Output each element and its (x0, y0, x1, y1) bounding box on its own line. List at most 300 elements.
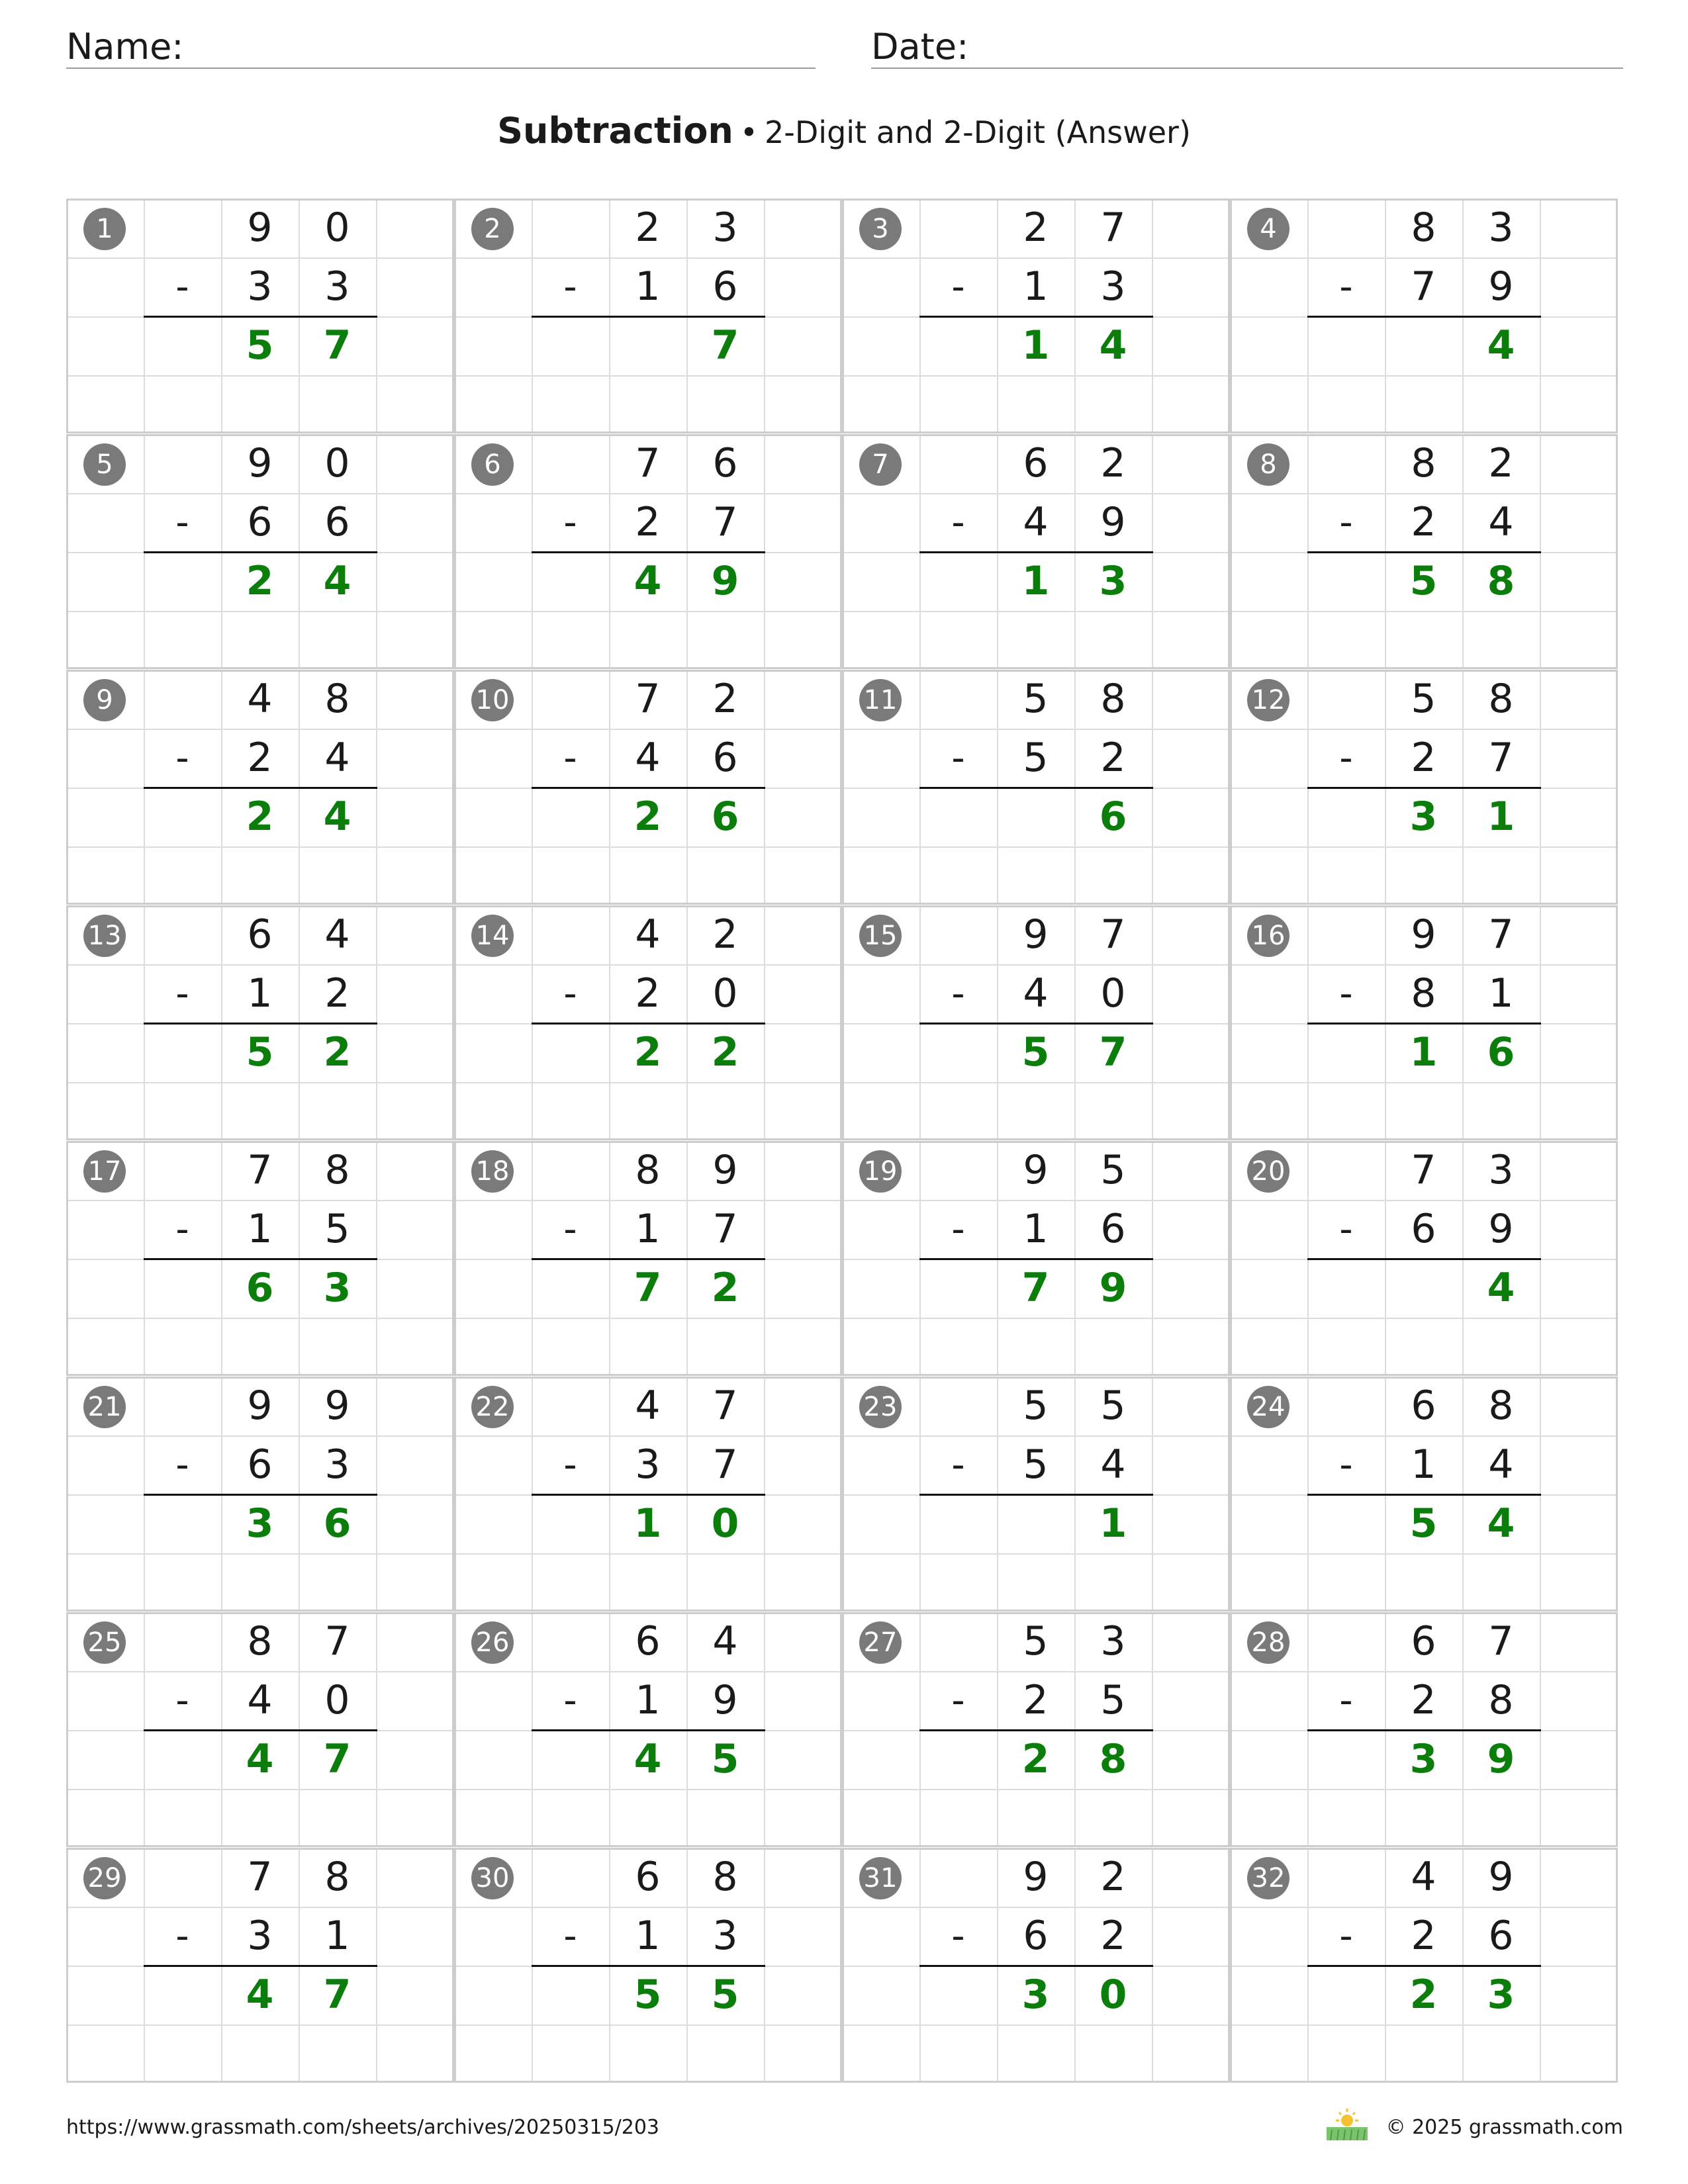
bottom-digit: 4 (1100, 1441, 1126, 1488)
top-digit: 2 (712, 911, 738, 958)
date-line[interactable] (871, 68, 1623, 69)
answer-digit[interactable]: 6 (1099, 794, 1127, 840)
minus-sign: - (951, 501, 965, 544)
bottom-digit: 0 (324, 1677, 350, 1723)
bottom-digit: 7 (1411, 263, 1436, 310)
answer-digit[interactable]: 4 (633, 558, 662, 604)
top-digit: 5 (1411, 676, 1436, 722)
answer-digit[interactable]: 3 (1487, 1972, 1515, 2018)
minus-sign: - (951, 737, 965, 780)
answer-digit[interactable]: 4 (1487, 1500, 1515, 1547)
answer-digit[interactable]: 7 (323, 1736, 352, 1782)
answer-rule (144, 316, 377, 318)
top-digit: 3 (1488, 1147, 1514, 1193)
answer-rule (144, 787, 377, 789)
answer-digit[interactable]: 3 (1409, 794, 1438, 840)
problem-cell (842, 670, 1230, 905)
top-digit: 4 (712, 1618, 738, 1664)
bottom-digit: 8 (1488, 1677, 1514, 1723)
top-digit: 9 (324, 1383, 350, 1429)
answer-rule (532, 1023, 765, 1024)
minus-sign: - (951, 972, 965, 1015)
answer-digit[interactable] (1385, 1259, 1462, 1318)
bottom-digit: 0 (1100, 970, 1126, 1017)
problem-cell (454, 1848, 842, 2083)
minus-sign: - (1339, 1679, 1353, 1722)
answer-rule (1307, 787, 1541, 789)
bottom-digit: 8 (1411, 970, 1436, 1017)
page-title (0, 105, 1688, 166)
top-digit: 2 (1100, 440, 1126, 486)
problem-number: 24 (1247, 1386, 1289, 1428)
answer-rule (532, 787, 765, 789)
grass-sun-logo-icon (1324, 2106, 1370, 2143)
top-digit: 8 (324, 676, 350, 722)
top-digit: 5 (1023, 1618, 1049, 1664)
answer-rule (1307, 1023, 1541, 1024)
bottom-digit: 5 (1023, 1441, 1049, 1488)
answer-digit[interactable]: 1 (1021, 322, 1050, 369)
title-separator: • (739, 114, 758, 150)
bottom-digit: 1 (635, 263, 661, 310)
answer-digit[interactable]: 1 (1021, 558, 1050, 604)
minus-sign: - (951, 265, 965, 308)
bottom-digit: 9 (1488, 263, 1514, 310)
answer-digit[interactable] (609, 316, 686, 375)
problem-cell (1230, 434, 1618, 669)
top-digit: 6 (635, 1618, 661, 1664)
answer-digit[interactable]: 4 (323, 794, 352, 840)
top-digit: 7 (1488, 1618, 1514, 1664)
problem-number: 16 (1247, 915, 1289, 957)
problem-cell (66, 670, 454, 905)
bottom-digit: 4 (324, 735, 350, 781)
answer-rule (532, 1965, 765, 1967)
answer-digit[interactable]: 0 (711, 1500, 739, 1547)
answer-digit[interactable]: 4 (633, 1736, 662, 1782)
answer-digit[interactable]: 2 (323, 1029, 352, 1075)
top-digit: 8 (1488, 676, 1514, 722)
minus-sign: - (1339, 1915, 1353, 1958)
bottom-digit: 3 (635, 1441, 661, 1488)
problem-number: 8 (1247, 443, 1289, 486)
bottom-digit: 2 (1411, 499, 1436, 545)
title-subtitle: 2-Digit and 2-Digit (Answer) (765, 114, 1191, 150)
answer-rule (144, 1023, 377, 1024)
top-digit: 5 (1023, 1383, 1049, 1429)
problem-cell (842, 1377, 1230, 1612)
answer-digit[interactable]: 7 (711, 322, 739, 369)
answer-rule (532, 316, 765, 318)
top-digit: 6 (635, 1854, 661, 1900)
top-digit: 9 (1488, 1854, 1514, 1900)
problem-number: 25 (83, 1621, 126, 1664)
top-digit: 4 (247, 676, 273, 722)
top-digit: 6 (1411, 1618, 1436, 1664)
top-digit: 7 (247, 1147, 273, 1193)
bottom-digit: 1 (635, 1206, 661, 1252)
answer-digit[interactable]: 1 (1487, 794, 1515, 840)
top-digit: 9 (247, 440, 273, 486)
top-digit: 3 (1488, 205, 1514, 251)
problem-grid (66, 199, 1623, 2087)
answer-digit[interactable]: 4 (1487, 322, 1515, 369)
footer-url[interactable]: https://www.grassmath.com/sheets/archives/20250315/203 (66, 2116, 660, 2139)
date-label: Date: (871, 26, 969, 68)
problem-number: 26 (471, 1621, 514, 1664)
top-digit: 9 (247, 205, 273, 251)
problem-number: 4 (1247, 208, 1289, 250)
problem-number: 14 (471, 915, 514, 957)
bottom-digit: 1 (1488, 970, 1514, 1017)
bottom-digit: 9 (712, 1677, 738, 1723)
answer-digit[interactable]: 4 (323, 558, 352, 604)
problem-cell (66, 1612, 454, 1847)
answer-digit[interactable]: 7 (1021, 1265, 1050, 1311)
bottom-digit: 1 (635, 1677, 661, 1723)
answer-digit[interactable]: 5 (1021, 1029, 1050, 1075)
problem-number: 1 (83, 208, 126, 250)
answer-rule (144, 1494, 377, 1496)
minus-sign: - (563, 1443, 577, 1486)
top-digit: 7 (635, 440, 661, 486)
answer-digit[interactable]: 6 (246, 1265, 274, 1311)
minus-sign: - (951, 1679, 965, 1722)
problem-number: 13 (83, 915, 126, 957)
bottom-digit: 4 (1488, 499, 1514, 545)
answer-digit[interactable]: 4 (246, 1972, 274, 2018)
answer-rule (532, 1729, 765, 1731)
problem-number: 17 (83, 1150, 126, 1193)
answer-digit[interactable] (997, 788, 1074, 846)
minus-sign: - (563, 265, 577, 308)
bottom-digit: 2 (324, 970, 350, 1017)
answer-rule (919, 316, 1153, 318)
bottom-digit: 6 (324, 499, 350, 545)
minus-sign: - (175, 265, 189, 308)
answer-digit[interactable]: 5 (633, 1972, 662, 2018)
problem-cell (842, 1141, 1230, 1376)
answer-digit[interactable]: 7 (633, 1265, 662, 1311)
minus-sign: - (175, 1208, 189, 1251)
problem-cell (454, 199, 842, 433)
problem-number: 21 (83, 1386, 126, 1428)
problem-number: 7 (859, 443, 902, 486)
answer-digit[interactable]: 5 (246, 1029, 274, 1075)
problem-cell (1230, 1377, 1618, 1612)
answer-digit[interactable]: 2 (633, 1029, 662, 1075)
bottom-digit: 2 (1411, 1913, 1436, 1959)
minus-sign: - (563, 1915, 577, 1958)
bottom-digit: 5 (1023, 735, 1049, 781)
answer-rule (1307, 1494, 1541, 1496)
answer-rule (1307, 316, 1541, 318)
answer-digit[interactable]: 4 (246, 1736, 274, 1782)
bottom-digit: 3 (247, 1913, 273, 1959)
bottom-digit: 6 (712, 263, 738, 310)
answer-rule (532, 1494, 765, 1496)
answer-digit[interactable]: 6 (323, 1500, 352, 1547)
answer-digit[interactable] (997, 1494, 1074, 1553)
answer-digit[interactable]: 2 (633, 794, 662, 840)
answer-rule (144, 1258, 377, 1260)
minus-sign: - (1339, 265, 1353, 308)
answer-digit[interactable]: 2 (711, 1029, 739, 1075)
answer-digit[interactable]: 9 (1487, 1736, 1515, 1782)
name-line[interactable] (66, 68, 816, 69)
top-digit: 9 (1023, 1854, 1049, 1900)
answer-digit[interactable]: 3 (323, 1265, 352, 1311)
bottom-digit: 4 (247, 1677, 273, 1723)
top-digit: 6 (1023, 440, 1049, 486)
top-digit: 9 (1411, 911, 1436, 958)
problem-cell (66, 1141, 454, 1376)
minus-sign: - (175, 972, 189, 1015)
problem-number: 9 (83, 679, 126, 721)
problem-number: 12 (1247, 679, 1289, 721)
bottom-digit: 9 (1488, 1206, 1514, 1252)
bottom-digit: 9 (1100, 499, 1126, 545)
problem-number: 10 (471, 679, 514, 721)
answer-rule (919, 787, 1153, 789)
answer-digit[interactable]: 8 (1487, 558, 1515, 604)
answer-rule (919, 1965, 1153, 1967)
top-digit: 6 (247, 911, 273, 958)
answer-digit[interactable]: 5 (711, 1972, 739, 2018)
problem-cell (454, 670, 842, 905)
bottom-digit: 6 (1488, 1913, 1514, 1959)
problem-cell (842, 1612, 1230, 1847)
bottom-digit: 1 (635, 1913, 661, 1959)
answer-rule (532, 551, 765, 553)
bottom-digit: 2 (1411, 735, 1436, 781)
problem-number: 2 (471, 208, 514, 250)
top-digit: 0 (324, 440, 350, 486)
bottom-digit: 4 (1023, 499, 1049, 545)
answer-digit[interactable]: 0 (1099, 1972, 1127, 2018)
problem-cell (66, 199, 454, 433)
answer-digit[interactable]: 3 (246, 1500, 274, 1547)
answer-digit[interactable]: 2 (1021, 1736, 1050, 1782)
problem-number: 23 (859, 1386, 902, 1428)
answer-rule (919, 551, 1153, 553)
bottom-digit: 7 (712, 1206, 738, 1252)
answer-rule (919, 1023, 1153, 1024)
minus-sign: - (951, 1443, 965, 1486)
answer-rule (919, 1494, 1153, 1496)
answer-rule (1307, 1965, 1541, 1967)
answer-digit[interactable]: 4 (1487, 1265, 1515, 1311)
name-label: Name: (66, 26, 184, 68)
bottom-digit: 1 (324, 1913, 350, 1959)
answer-digit[interactable]: 1 (633, 1500, 662, 1547)
top-digit: 2 (1100, 1854, 1126, 1900)
problem-number: 30 (471, 1857, 514, 1899)
minus-sign: - (563, 972, 577, 1015)
top-digit: 9 (712, 1147, 738, 1193)
problem-cell (1230, 905, 1618, 1140)
top-digit: 2 (635, 205, 661, 251)
bottom-digit: 1 (1023, 263, 1049, 310)
top-digit: 4 (635, 911, 661, 958)
bottom-digit: 3 (324, 1441, 350, 1488)
answer-digit[interactable]: 5 (1409, 558, 1438, 604)
top-digit: 6 (1411, 1383, 1436, 1429)
top-digit: 7 (247, 1854, 273, 1900)
bottom-digit: 2 (635, 499, 661, 545)
answer-digit[interactable]: 6 (1487, 1029, 1515, 1075)
answer-digit[interactable]: 1 (1099, 1500, 1127, 1547)
bottom-digit: 2 (635, 970, 661, 1017)
problem-number: 15 (859, 915, 902, 957)
top-digit: 7 (1411, 1147, 1436, 1193)
problem-number: 32 (1247, 1857, 1289, 1899)
top-digit: 6 (712, 440, 738, 486)
top-digit: 4 (635, 1383, 661, 1429)
problem-number: 20 (1247, 1150, 1289, 1193)
problem-cell (1230, 670, 1618, 905)
bottom-digit: 5 (1100, 1677, 1126, 1723)
answer-digit[interactable]: 3 (1021, 1972, 1050, 2018)
top-digit: 0 (324, 205, 350, 251)
bottom-digit: 2 (1100, 1913, 1126, 1959)
problem-cell (1230, 1848, 1618, 2083)
top-digit: 9 (1023, 1147, 1049, 1193)
answer-digit[interactable]: 2 (711, 1265, 739, 1311)
bottom-digit: 7 (712, 499, 738, 545)
problem-cell (454, 1377, 842, 1612)
answer-digit[interactable]: 3 (1099, 558, 1127, 604)
problem-cell (1230, 1612, 1618, 1847)
minus-sign: - (175, 1679, 189, 1722)
problem-cell (66, 434, 454, 669)
bottom-digit: 2 (1411, 1677, 1436, 1723)
minus-sign: - (563, 737, 577, 780)
answer-rule (144, 1965, 377, 1967)
answer-digit[interactable]: 7 (323, 322, 352, 369)
top-digit: 8 (1488, 1383, 1514, 1429)
answer-digit[interactable]: 2 (1409, 1972, 1438, 2018)
answer-digit[interactable]: 4 (1099, 322, 1127, 369)
bottom-digit: 2 (1023, 1677, 1049, 1723)
bottom-digit: 1 (1023, 1206, 1049, 1252)
bottom-digit: 6 (247, 499, 273, 545)
top-digit: 4 (1411, 1854, 1436, 1900)
minus-sign: - (951, 1915, 965, 1958)
answer-rule (919, 1729, 1153, 1731)
problem-cell (66, 1848, 454, 2083)
title-main: Subtraction (497, 110, 733, 152)
problem-number: 18 (471, 1150, 514, 1193)
answer-digit[interactable]: 9 (1099, 1265, 1127, 1311)
bottom-digit: 7 (712, 1441, 738, 1488)
answer-digit[interactable]: 6 (711, 794, 739, 840)
footer-copyright: © 2025 grassmath.com (1385, 2116, 1623, 2139)
answer-digit[interactable]: 7 (323, 1972, 352, 2018)
answer-digit[interactable]: 5 (1409, 1500, 1438, 1547)
top-digit: 2 (1023, 205, 1049, 251)
bottom-digit: 6 (712, 735, 738, 781)
top-digit: 9 (1023, 911, 1049, 958)
top-digit: 8 (1100, 676, 1126, 722)
top-digit: 7 (712, 1383, 738, 1429)
minus-sign: - (1339, 1443, 1353, 1486)
problem-cell (454, 1141, 842, 1376)
answer-rule (144, 551, 377, 553)
bottom-digit: 6 (1023, 1913, 1049, 1959)
answer-digit[interactable]: 2 (246, 558, 274, 604)
bottom-digit: 1 (247, 970, 273, 1017)
problem-number: 22 (471, 1386, 514, 1428)
minus-sign: - (951, 1208, 965, 1251)
bottom-digit: 3 (712, 1913, 738, 1959)
minus-sign: - (175, 1915, 189, 1958)
minus-sign: - (563, 501, 577, 544)
bottom-digit: 6 (1411, 1206, 1436, 1252)
top-digit: 7 (1100, 205, 1126, 251)
minus-sign: - (1339, 501, 1353, 544)
answer-digit[interactable]: 5 (711, 1736, 739, 1782)
answer-rule (532, 1258, 765, 1260)
problem-number: 31 (859, 1857, 902, 1899)
minus-sign: - (1339, 1208, 1353, 1251)
top-digit: 8 (712, 1854, 738, 1900)
bottom-digit: 4 (1488, 1441, 1514, 1488)
problem-cell (1230, 199, 1618, 433)
answer-digit[interactable]: 3 (1409, 1736, 1438, 1782)
problem-cell (1230, 1141, 1618, 1376)
top-digit: 8 (324, 1854, 350, 1900)
answer-digit[interactable]: 7 (1099, 1029, 1127, 1075)
answer-digit[interactable]: 9 (711, 558, 739, 604)
minus-sign: - (563, 1208, 577, 1251)
problem-number: 28 (1247, 1621, 1289, 1664)
problem-cell (66, 1377, 454, 1612)
top-digit: 3 (1100, 1618, 1126, 1664)
problem-cell (842, 905, 1230, 1140)
top-digit: 8 (324, 1147, 350, 1193)
bottom-digit: 4 (635, 735, 661, 781)
bottom-digit: 2 (247, 735, 273, 781)
bottom-digit: 6 (247, 1441, 273, 1488)
answer-rule (144, 1729, 377, 1731)
problem-number: 5 (83, 443, 126, 486)
bottom-digit: 4 (1023, 970, 1049, 1017)
answer-digit[interactable]: 1 (1409, 1029, 1438, 1075)
bottom-digit: 3 (247, 263, 273, 310)
minus-sign: - (175, 737, 189, 780)
answer-rule (1307, 1729, 1541, 1731)
answer-rule (919, 1258, 1153, 1260)
top-digit: 7 (1100, 911, 1126, 958)
top-digit: 3 (712, 205, 738, 251)
problem-number: 19 (859, 1150, 902, 1193)
bottom-digit: 1 (247, 1206, 273, 1252)
problem-number: 6 (471, 443, 514, 486)
answer-rule (1307, 1258, 1541, 1260)
top-digit: 2 (1488, 440, 1514, 486)
top-digit: 8 (1411, 440, 1436, 486)
answer-digit[interactable]: 8 (1099, 1736, 1127, 1782)
top-digit: 7 (1488, 911, 1514, 958)
problem-cell (842, 434, 1230, 669)
answer-digit[interactable]: 5 (246, 322, 274, 369)
minus-sign: - (175, 501, 189, 544)
answer-digit[interactable]: 2 (246, 794, 274, 840)
problem-cell (454, 905, 842, 1140)
problem-cell (66, 905, 454, 1140)
answer-digit[interactable] (1385, 316, 1462, 375)
